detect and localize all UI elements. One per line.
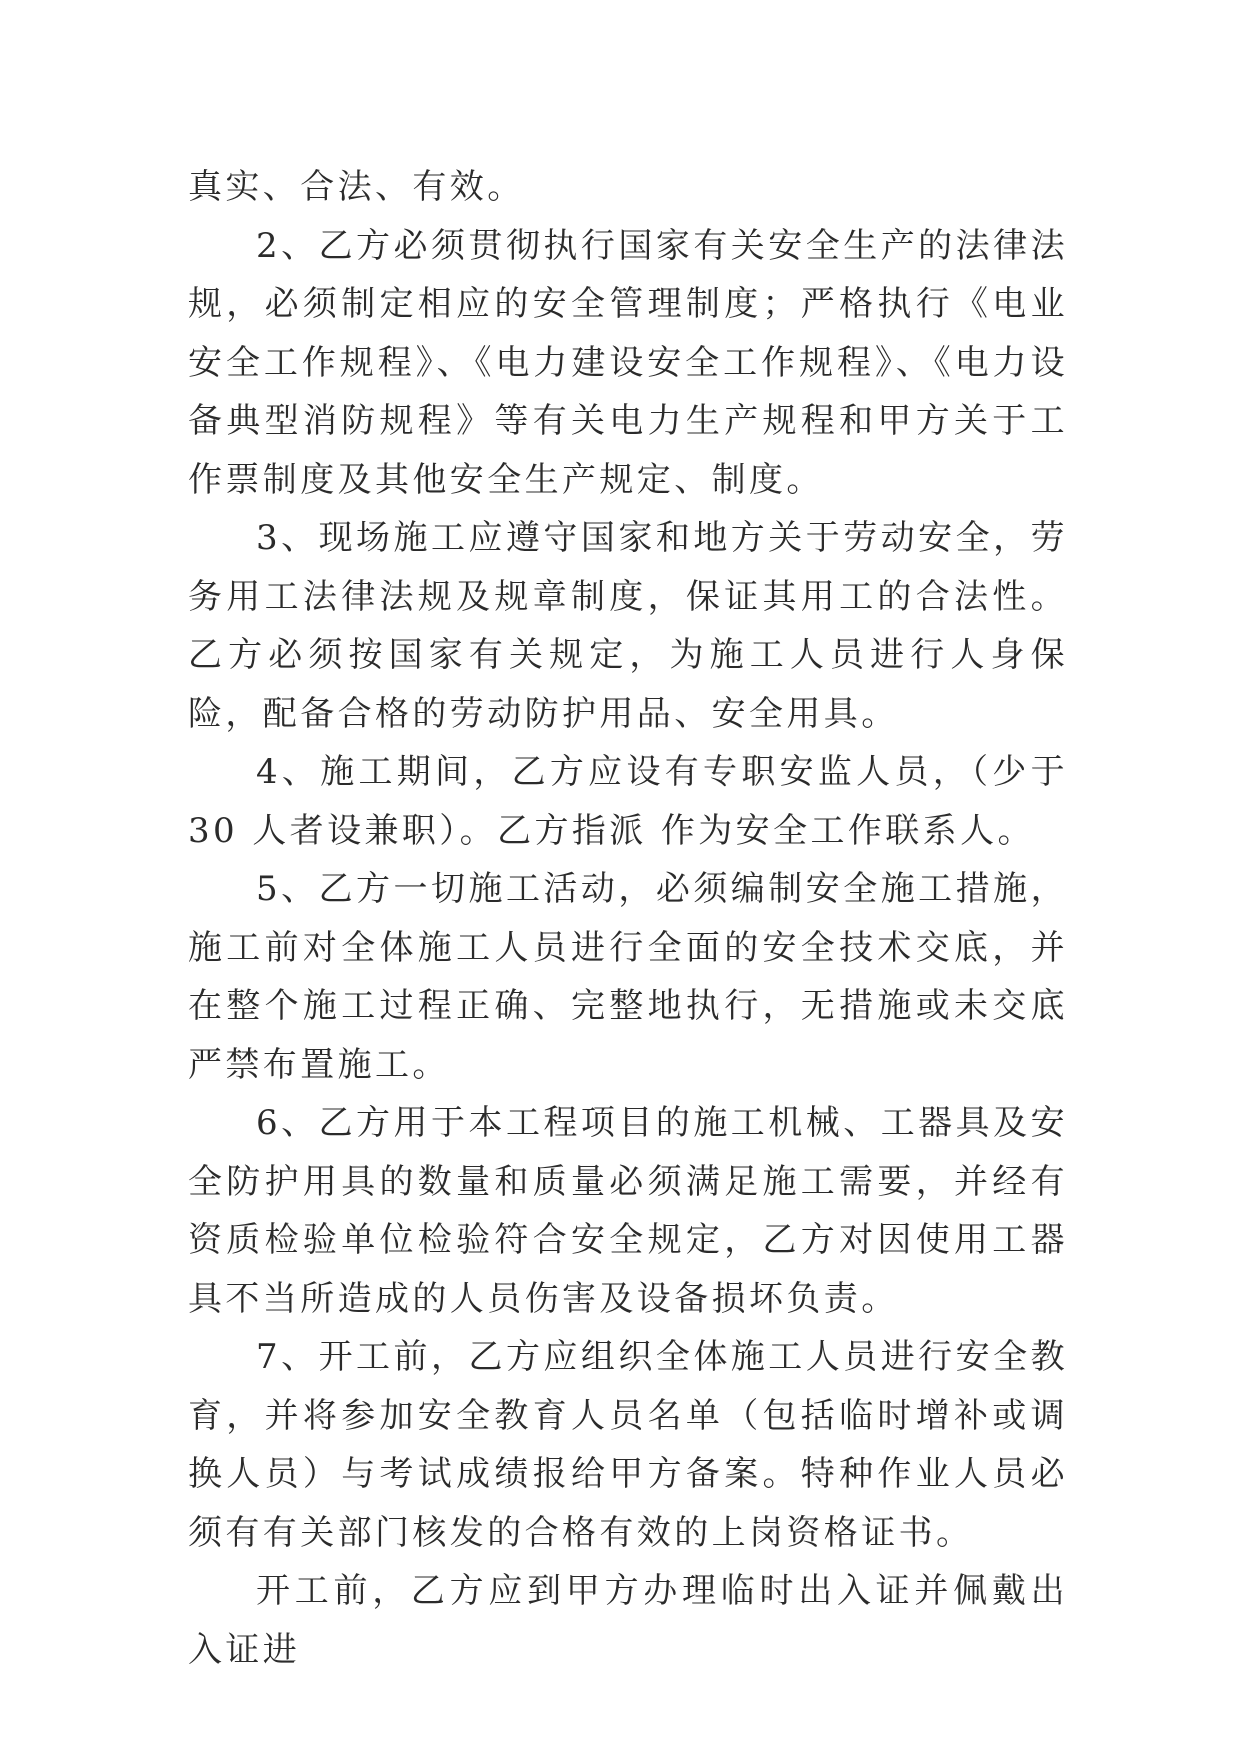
paragraph-access-pass: 开工前，乙方应到甲方办理临时出入证并佩戴出入证进 xyxy=(188,1571,1068,1670)
paragraph-clause-4: 4、施工期间，乙方应设有专职安监人员，（少于 30 人者设兼职）。乙方指派 作为安全工作联系人。 xyxy=(188,752,1068,851)
paragraph-continuation: 真实、合法、有效。 xyxy=(188,167,525,207)
paragraph-clause-3: 3、现场施工应遵守国家和地方关于劳动安全，劳务用工法律法规及规章制度，保证其用工的合法性。乙方必须按国家有关规定，为施工人员进行人身保险，配备合格的劳动防护用品、安全用具。 xyxy=(188,518,1068,734)
paragraph-clause-2: 2、乙方必须贯彻执行国家有关安全生产的法律法规，必须制定相应的安全管理制度；严格执行《电业安全工作规程》、《电力建设安全工作规程》、《电力设备典型消防规程》等有关电力生产规程和甲方关于工作票制度及其他安全生产规定、制度。 xyxy=(188,225,1068,500)
document-body xyxy=(188,158,1068,1679)
paragraph-clause-7: 7、开工前，乙方应组织全体施工人员进行安全教育，并将参加安全教育人员名单（包括临时增补或调换人员）与考试成绩报给甲方备案。特种作业人员必须有有关部门核发的合格有效的上岗资格证书。 xyxy=(188,1337,1068,1553)
paragraph-clause-5: 5、乙方一切施工活动，必须编制安全施工措施，施工前对全体施工人员进行全面的安全技术交底，并在整个施工过程正确、完整地执行，无措施或未交底严禁布置施工。 xyxy=(188,869,1068,1085)
paragraph-clause-6: 6、乙方用于本工程项目的施工机械、工器具及安全防护用具的数量和质量必须满足施工需要，并经有资质检验单位检验符合安全规定，乙方对因使用工器具不当所造成的人员伤害及设备损坏负责。 xyxy=(188,1103,1068,1319)
